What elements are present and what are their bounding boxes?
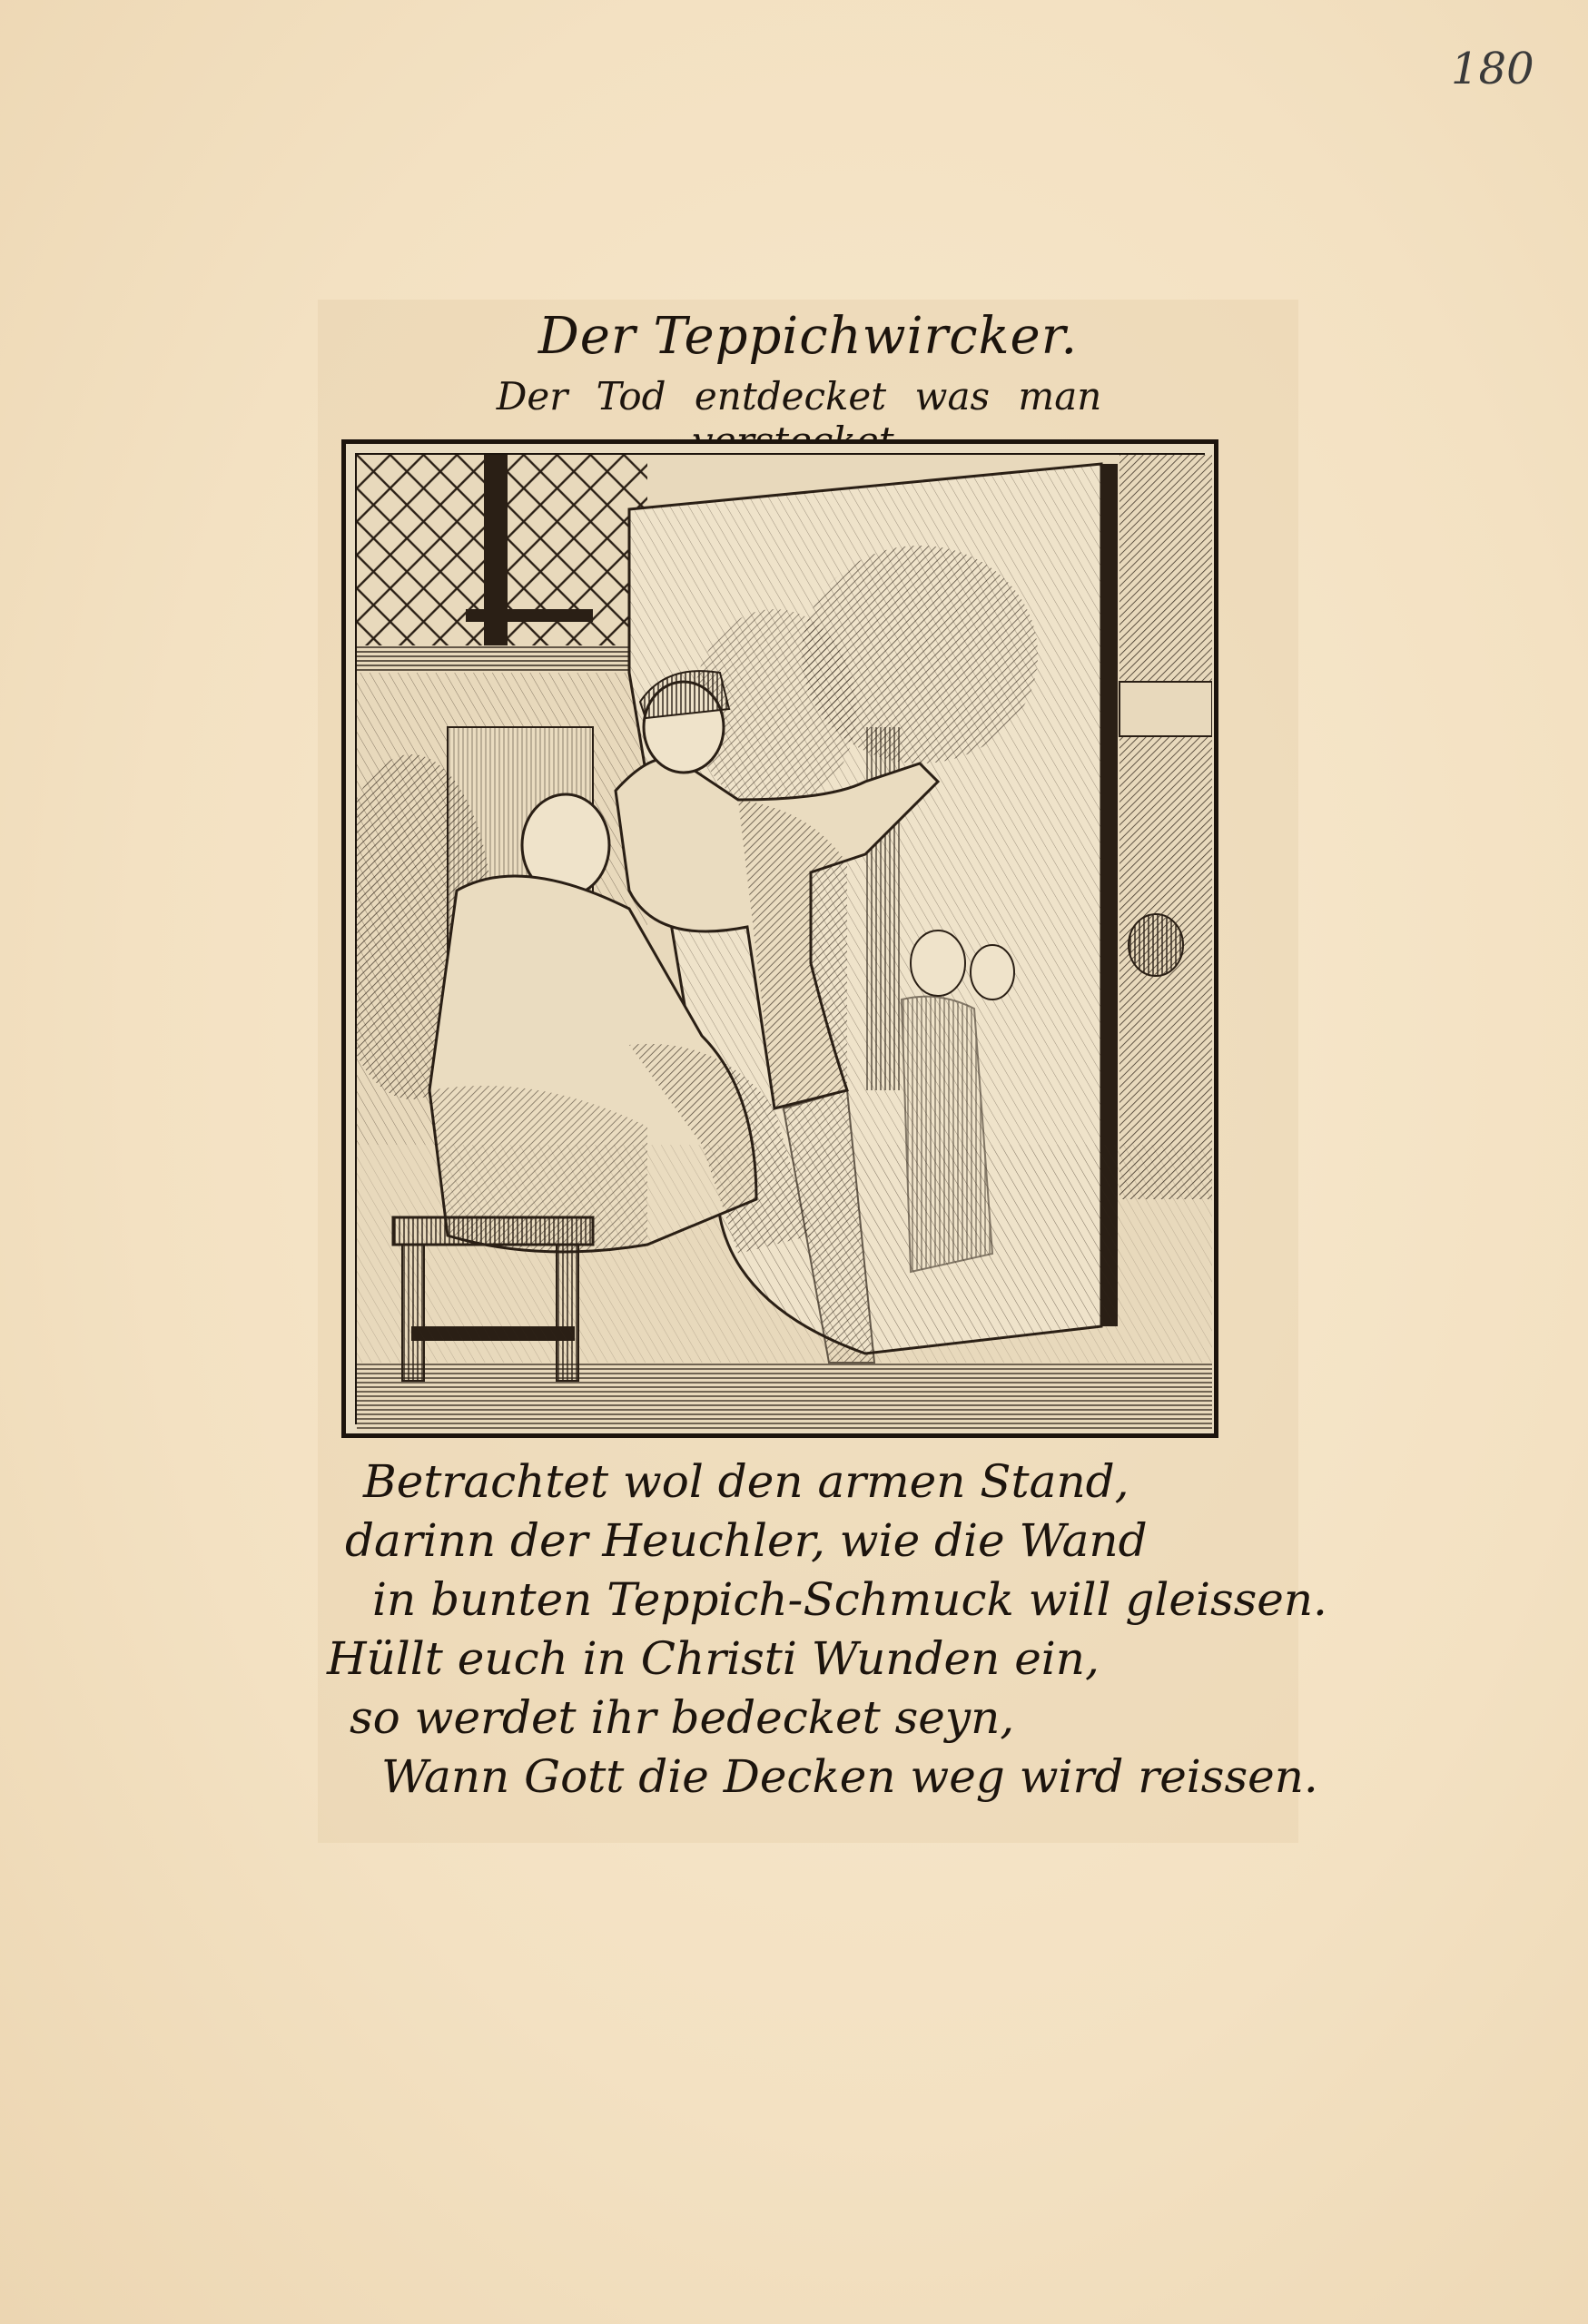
plate-title: Der Teppichwircker.: [538, 307, 1079, 366]
verse-line: Wann Gott die Decken weg wird reissen.: [381, 1750, 1318, 1803]
engraving-frame: [341, 439, 1218, 1438]
verse-line: Betrachtet wol den armen Stand,: [363, 1455, 1129, 1508]
engraving-illustration: [357, 455, 1212, 1432]
verse-line: in bunten Teppich-Schmuck will gleissen.: [372, 1573, 1327, 1626]
verse-line: darinn der Heuchler, wie die Wand: [345, 1514, 1148, 1567]
verse-line: Hüllt euch in Christi Wunden ein,: [327, 1632, 1100, 1685]
page-number: 180: [1451, 44, 1534, 94]
verse-line: so werdet ihr bedecket seyn,: [350, 1691, 1015, 1744]
plate-motto: Der Tod entdecket was man: [496, 374, 1102, 419]
verse-block: [327, 1452, 1327, 1807]
floor: [357, 1363, 1212, 1432]
